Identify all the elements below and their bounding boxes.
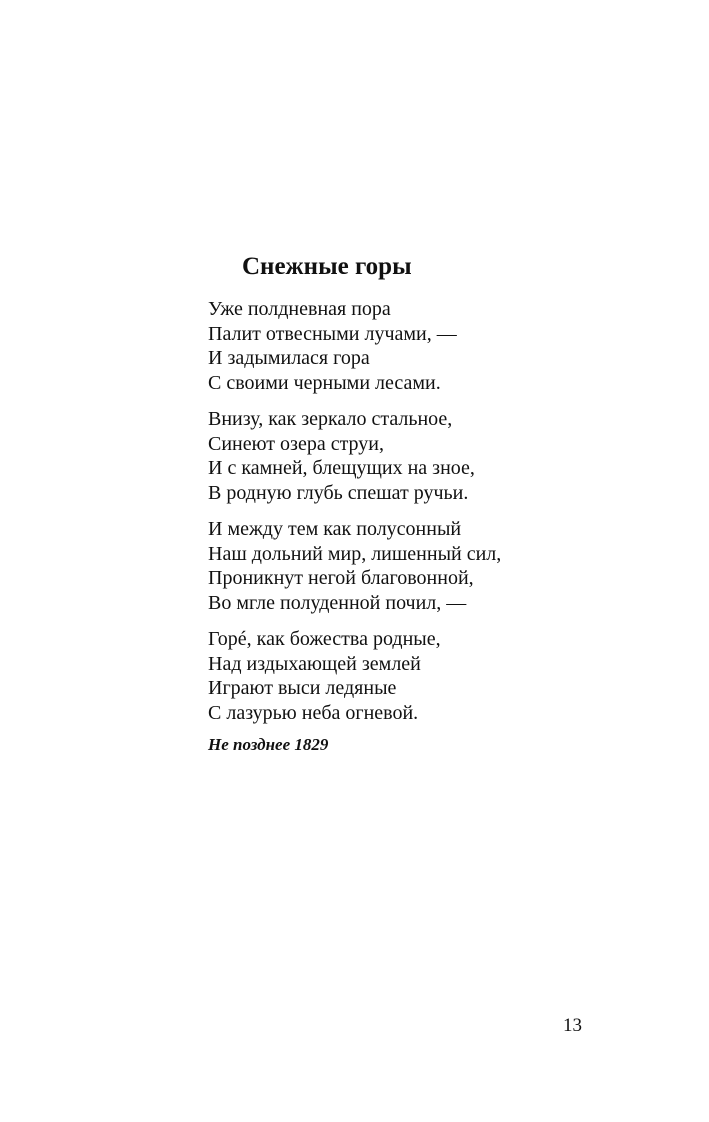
poem-title: Снежные горы [242, 253, 412, 280]
verse-line: Играют выси ледяные [208, 677, 397, 699]
verse-line: С лазурью неба огневой. [208, 701, 419, 724]
verse-line: И с камней, блещущих на зное, [208, 457, 475, 479]
verse-line: Во мгле полуденной почил, — [208, 591, 467, 614]
verse-line: Наш дольний мир, лишенный сил, [208, 542, 502, 565]
verse-line: И задымилася гора [208, 347, 370, 369]
verse-line: И между тем как полусонный [208, 518, 462, 540]
verse-line: С своими черными лесами. [208, 371, 441, 394]
verse-line: Проникнут негой благовонной, [208, 567, 474, 589]
verse-line: Синеют озера струи, [208, 432, 384, 455]
stanza-2 [208, 407, 475, 505]
stanza-4 [208, 627, 441, 725]
verse-line: Над издыхающей землей [208, 652, 421, 675]
verse-line: Палит отвесными лучами, — [208, 322, 457, 345]
stanza-3 [208, 517, 501, 615]
page-number: 13 [563, 1015, 582, 1036]
date-note: Не позднее 1829 [208, 735, 329, 754]
verse-line: В родную глубь спешат ручьи. [208, 481, 469, 504]
verse-line: Внизу, как зеркало стальное, [208, 408, 453, 430]
verse-line: Горé, как божества родные, [208, 628, 441, 650]
stanza-1 [208, 297, 457, 395]
verse-line: Уже полдневная пора [208, 298, 391, 320]
